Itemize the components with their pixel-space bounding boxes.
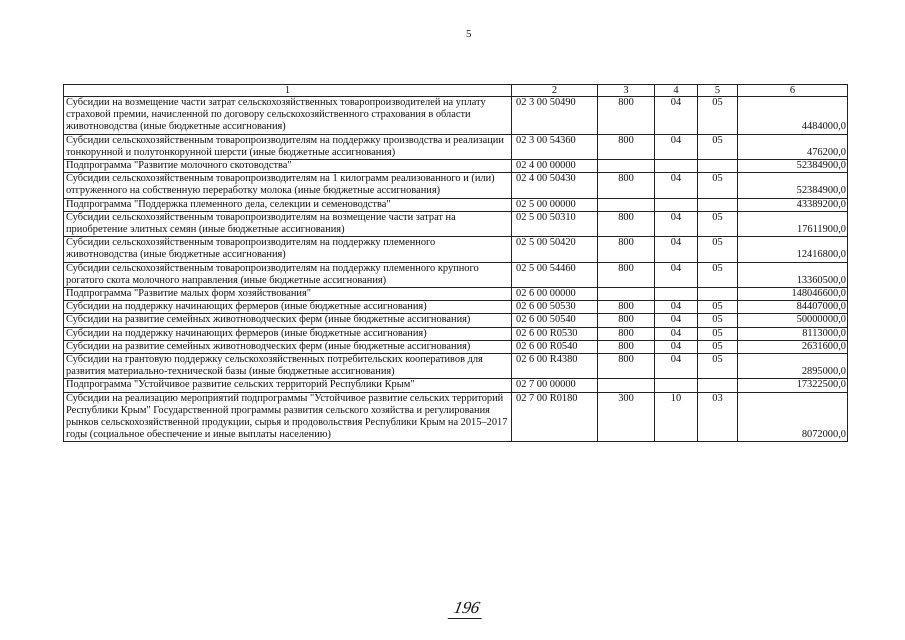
row-sum-cell: 148046600,0 xyxy=(738,288,848,301)
row-code-cell: 02 4 00 50430 xyxy=(512,173,598,198)
row-vr-cell: 800 xyxy=(598,314,655,327)
row-section-cell: 04 xyxy=(655,340,698,353)
table-row xyxy=(64,379,848,392)
row-name-cell: Субсидии сельскохозяйственным товаропроизводителям на поддержку племенного животноводства (иные бюджетные ассигнования) xyxy=(64,237,512,262)
row-vr-cell: 800 xyxy=(598,327,655,340)
row-code-cell: 02 5 00 00000 xyxy=(512,198,598,211)
row-subsection-cell: 05 xyxy=(698,340,738,353)
row-section-cell: 04 xyxy=(655,262,698,287)
row-vr-cell: 800 xyxy=(598,354,655,379)
column-header: 2 xyxy=(512,85,598,97)
table-row xyxy=(64,392,848,442)
row-subsection-cell: 05 xyxy=(698,314,738,327)
row-code-cell: 02 6 00 R0540 xyxy=(512,340,598,353)
row-section-cell: 04 xyxy=(655,97,698,135)
row-name-cell: Подпрограмма "Развитие молочного скотоводства" xyxy=(64,160,512,173)
row-sum-cell: 50000000,0 xyxy=(738,314,848,327)
row-name-cell: Подпрограмма "Развитие малых форм хозяйствования" xyxy=(64,288,512,301)
row-vr-cell: 800 xyxy=(598,211,655,236)
row-name-cell: Субсидии на возмещение части затрат сельскохозяйственных товаропроизводителей на уплату страховой премии, начисленной по договору сельскохозяйственного страхования в области животноводства (иные бюджетные ассигнования) xyxy=(64,97,512,135)
row-section-cell xyxy=(655,379,698,392)
table-row xyxy=(64,97,848,135)
table-row xyxy=(64,262,848,287)
table-row xyxy=(64,288,848,301)
row-vr-cell: 800 xyxy=(598,262,655,287)
row-code-cell: 02 7 00 00000 xyxy=(512,379,598,392)
row-subsection-cell xyxy=(698,379,738,392)
row-subsection-cell: 05 xyxy=(698,211,738,236)
row-subsection-cell xyxy=(698,198,738,211)
row-code-cell: 02 4 00 00000 xyxy=(512,160,598,173)
row-section-cell: 04 xyxy=(655,354,698,379)
row-section-cell: 04 xyxy=(655,314,698,327)
row-subsection-cell: 05 xyxy=(698,134,738,159)
table-row xyxy=(64,354,848,379)
row-name-cell: Субсидии на грантовую поддержку сельскохозяйственных потребительских кооперативов для развития материально-технической базы (иные бюджетные ассигнования) xyxy=(64,354,512,379)
table-row xyxy=(64,301,848,314)
row-section-cell xyxy=(655,198,698,211)
row-vr-cell: 300 xyxy=(598,392,655,442)
row-vr-cell: 800 xyxy=(598,97,655,135)
budget-table xyxy=(63,84,848,442)
row-section-cell: 04 xyxy=(655,237,698,262)
row-section-cell: 10 xyxy=(655,392,698,442)
row-subsection-cell xyxy=(698,288,738,301)
table-row xyxy=(64,340,848,353)
column-header: 5 xyxy=(698,85,738,97)
row-name-cell: Субсидии на поддержку начинающих фермеров (иные бюджетные ассигнования) xyxy=(64,327,512,340)
row-name-cell: Субсидии сельскохозяйственным товаропроизводителям на 1 килограмм реализованного и (или) отгруженного на собственную переработку молока (иные бюджетные ассигнования) xyxy=(64,173,512,198)
row-sum-cell: 8072000,0 xyxy=(738,392,848,442)
row-sum-cell: 2895000,0 xyxy=(738,354,848,379)
row-sum-cell: 17322500,0 xyxy=(738,379,848,392)
row-name-cell: Субсидии на развитие семейных животноводческих ферм (иные бюджетные ассигнования) xyxy=(64,314,512,327)
row-sum-cell: 13360500,0 xyxy=(738,262,848,287)
row-code-cell: 02 6 00 50530 xyxy=(512,301,598,314)
row-name-cell: Субсидии сельскохозяйственным товаропроизводителям на поддержку племенного крупного рогатого скота молочного направления (иные бюджетные ассигнования) xyxy=(64,262,512,287)
row-code-cell: 02 6 00 00000 xyxy=(512,288,598,301)
row-section-cell: 04 xyxy=(655,211,698,236)
table-row xyxy=(64,327,848,340)
table-row xyxy=(64,237,848,262)
row-subsection-cell: 05 xyxy=(698,237,738,262)
row-code-cell: 02 5 00 50310 xyxy=(512,211,598,236)
row-sum-cell: 52384900,0 xyxy=(738,173,848,198)
row-name-cell: Подпрограмма "Поддержка племенного дела, селекции и семеноводства" xyxy=(64,198,512,211)
row-vr-cell: 800 xyxy=(598,301,655,314)
table-row xyxy=(64,160,848,173)
table-row xyxy=(64,173,848,198)
page-number: 5 xyxy=(466,28,472,40)
row-code-cell: 02 5 00 54460 xyxy=(512,262,598,287)
row-vr-cell: 800 xyxy=(598,173,655,198)
row-sum-cell: 2631600,0 xyxy=(738,340,848,353)
row-code-cell: 02 3 00 50490 xyxy=(512,97,598,135)
row-subsection-cell: 05 xyxy=(698,327,738,340)
table-row xyxy=(64,211,848,236)
row-subsection-cell: 05 xyxy=(698,97,738,135)
row-name-cell: Субсидии на реализацию мероприятий подпрограммы "Устойчивое развитие сельских территорий Республики Крым" Государственной программы развития сельского хозяйства и регулирования рынков сельскохозяйственной продукции, сырья и продовольствия Республики Крым на 2015–2017 годы (социальное обеспечение и иные выплаты населению) xyxy=(64,392,512,442)
row-name-cell: Подпрограмма "Устойчивое развитие сельских территорий Республики Крым" xyxy=(64,379,512,392)
row-name-cell: Субсидии на поддержку начинающих фермеров (иные бюджетные ассигнования) xyxy=(64,301,512,314)
row-code-cell: 02 3 00 54360 xyxy=(512,134,598,159)
column-header: 6 xyxy=(738,85,848,97)
row-section-cell: 04 xyxy=(655,134,698,159)
table-row xyxy=(64,198,848,211)
row-code-cell: 02 6 00 50540 xyxy=(512,314,598,327)
row-section-cell: 04 xyxy=(655,327,698,340)
row-sum-cell: 8113000,0 xyxy=(738,327,848,340)
row-vr-cell xyxy=(598,288,655,301)
table-row xyxy=(64,134,848,159)
row-sum-cell: 17611900,0 xyxy=(738,211,848,236)
column-header: 1 xyxy=(64,85,512,97)
row-sum-cell: 12416800,0 xyxy=(738,237,848,262)
column-header: 3 xyxy=(598,85,655,97)
row-subsection-cell: 05 xyxy=(698,354,738,379)
row-section-cell: 04 xyxy=(655,301,698,314)
row-subsection-cell: 05 xyxy=(698,301,738,314)
table-header-row xyxy=(64,85,848,97)
row-sum-cell: 84407000,0 xyxy=(738,301,848,314)
row-vr-cell xyxy=(598,198,655,211)
row-subsection-cell: 05 xyxy=(698,262,738,287)
table-row xyxy=(64,314,848,327)
row-name-cell: Субсидии сельскохозяйственным товаропроизводителям на поддержку производства и реализации тонкорунной и полутонкорунной шерсти (иные бюджетные ассигнования) xyxy=(64,134,512,159)
row-vr-cell xyxy=(598,379,655,392)
row-sum-cell: 52384900,0 xyxy=(738,160,848,173)
row-sum-cell: 476200,0 xyxy=(738,134,848,159)
row-vr-cell: 800 xyxy=(598,237,655,262)
row-code-cell: 02 7 00 R0180 xyxy=(512,392,598,442)
row-sum-cell: 4484000,0 xyxy=(738,97,848,135)
row-code-cell: 02 6 00 R0530 xyxy=(512,327,598,340)
row-section-cell xyxy=(655,160,698,173)
row-subsection-cell: 03 xyxy=(698,392,738,442)
row-vr-cell: 800 xyxy=(598,340,655,353)
row-section-cell: 04 xyxy=(655,173,698,198)
handwritten-page-number: 196 xyxy=(452,598,482,617)
row-vr-cell: 800 xyxy=(598,134,655,159)
column-header: 4 xyxy=(655,85,698,97)
row-name-cell: Субсидии сельскохозяйственным товаропроизводителям на возмещение части затрат на приобретение элитных семян (иные бюджетные ассигнования) xyxy=(64,211,512,236)
row-sum-cell: 43389200,0 xyxy=(738,198,848,211)
row-code-cell: 02 6 00 R4380 xyxy=(512,354,598,379)
row-vr-cell xyxy=(598,160,655,173)
row-name-cell: Субсидии на развитие семейных животноводческих ферм (иные бюджетные ассигнования) xyxy=(64,340,512,353)
row-section-cell xyxy=(655,288,698,301)
row-code-cell: 02 5 00 50420 xyxy=(512,237,598,262)
row-subsection-cell xyxy=(698,160,738,173)
row-subsection-cell: 05 xyxy=(698,173,738,198)
